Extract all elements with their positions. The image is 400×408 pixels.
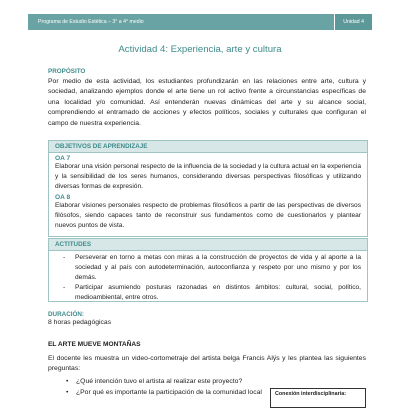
objetivos-box (48, 140, 368, 237)
list-item: • ¿Qué intención tuvo el artista al realizar este proyecto? (66, 376, 266, 387)
proposito-label: PROPÓSITO (48, 68, 86, 75)
actitudes-list (49, 253, 367, 303)
oa-text: Elaborar una visión personal respecto de la influencia de la sociedad y la cultura actual en la experiencia y la sensibilidad de los seres humanos, considerando diversas perspectivas filosóficas y utilizando diversas formas de expresión. (55, 163, 361, 190)
list-item: • ¿Por qué es importante la participación de la comunidad local (66, 387, 266, 398)
page-title: Actividad 4: Experiencia, arte y cultura (118, 44, 282, 55)
interdisciplinary-label: Conexión interdisciplinaria: (275, 391, 346, 397)
interdisciplinary-box (270, 388, 366, 408)
list-item: - Perseverar en torno a metas con miras a la construcción de proyectos de vida y al aporte a la sociedad y al país con autodeterminación, autoconfianza y respeto por uno mismo y por los demás. (75, 253, 361, 283)
oa-code: OA 8 (55, 194, 71, 201)
section-intro: El docente les muestra un video-cortometraje del artista belga Francis Alÿs y les plantea las siguientes preguntas: (48, 355, 366, 373)
section-title: EL ARTE MUEVE MONTAÑAS (48, 341, 141, 348)
objetivos-label: OBJETIVOS DE APRENDIZAJE (49, 141, 367, 153)
duracion-value: 8 horas pedagógicas (48, 319, 112, 326)
actitudes-label: ACTITUDES (49, 239, 367, 251)
unit-label: Unidad 4 (334, 14, 372, 30)
duracion-label: DURACIÓN: (48, 311, 85, 318)
oa-text: Elaborar visiones personales respecto de problemas filosóficos a partir de las perspectivas de diversos filósofos, siendo capaces tanto de reconstruir sus fundamentos como de cuestionarlos y plantear nuevos puntos de vista. (55, 202, 361, 229)
proposito-text: Por medio de esta actividad, los estudiantes profundizarán en las relaciones entre arte, cultura y sociedad, analizando ejemplos donde el arte tiene un rol activo frente a circunstancias específicas de una localidad y/o comunidad. Así entenderán nuevas dinámicas del arte y su alcance social, comprendiendo el entramado de acciones y efectos políticos, sociales y culturales que configuran el campo de nuestra experiencia. (48, 78, 366, 127)
actitudes-box (48, 238, 368, 302)
questions-list (66, 376, 266, 398)
header-bar (28, 14, 372, 30)
list-item: - Participar asumiendo posturas razonadas en distintos ámbitos: cultural, social, político, medioambiental, entre otros. (75, 283, 361, 303)
program-title: Programa de Estudio Estética – 3° a 4° medio (38, 19, 144, 25)
oa-code: OA 7 (55, 155, 71, 162)
